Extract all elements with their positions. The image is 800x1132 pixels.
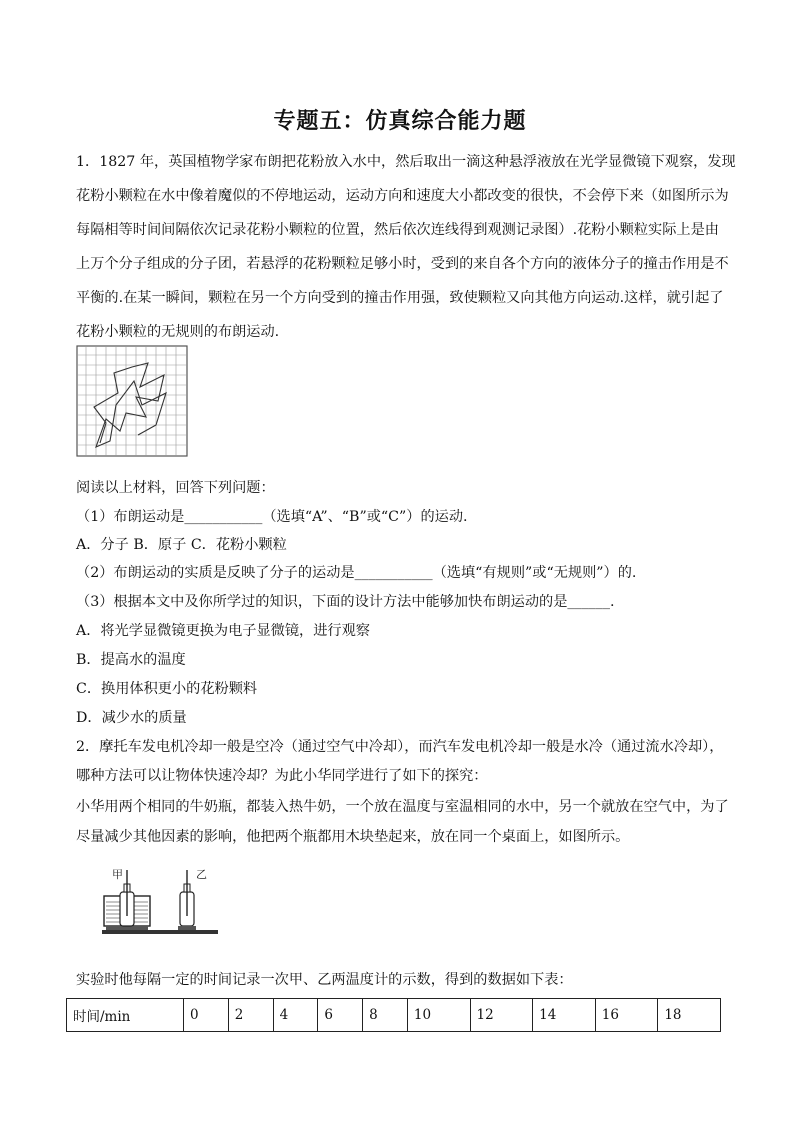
table-row — [67, 999, 721, 1032]
q1-sub3-option: A．将光学显微镜更换为电子显微镜，进行观察 — [76, 623, 370, 639]
milk-bottle-experiment-figure — [100, 866, 220, 938]
table-cell: 6 — [318, 999, 363, 1032]
table-cell: 10 — [407, 999, 470, 1032]
q1-sub3-option: B．提高水的温度 — [76, 652, 186, 668]
table-cell: 8 — [363, 999, 408, 1032]
q1-sub3-option: C．换用体积更小的花粉颗料 — [76, 681, 258, 697]
temperature-data-table — [66, 998, 721, 1032]
table-cell: 2 — [228, 999, 273, 1032]
q1-para-line: 平衡的.在某一瞬间，颗粒在另一个方向受到的撞击作用强，致使颗粒又向其他方向运动.这样，就引起了 — [76, 290, 724, 306]
q1-sub2: （2）布朗运动的实质是反映了分子的运动是___________（选填“有规则”或“无规则”）的. — [76, 565, 637, 581]
q2-table-intro: 实验时他每隔一定的时间记录一次甲、乙两温度计的示数，得到的数据如下表： — [76, 972, 573, 988]
brownian-motion-figure — [76, 345, 188, 457]
q1-sub3: （3）根据本文中及你所学过的知识，下面的设计方法中能够加快布朗运动的是______. — [76, 594, 615, 610]
table-cell: 18 — [658, 999, 721, 1032]
table-header-cell: 时间/min — [67, 999, 184, 1032]
page-title: 专题五：仿真综合能力题 — [273, 109, 527, 134]
table-cell: 4 — [273, 999, 318, 1032]
table-cell: 14 — [533, 999, 596, 1032]
q2-para-line: 尽量减少其他因素的影响，他把两个瓶都用木块垫起来，放在同一个桌面上，如图所示。 — [76, 829, 630, 845]
q1-para-line: 花粉小颗粒在水中像着魔似的不停地运动，运动方向和速度大小都改变的很快，不会停下来（如图所示为 — [76, 188, 729, 204]
q1-prompt: 阅读以上材料，回答下列问题： — [76, 480, 275, 496]
q1-para-line: 每隔相等时间间隔依次记录花粉小颗粒的位置，然后依次连线得到观测记录图）.花粉小颗粒实际上是由 — [76, 222, 719, 238]
table-cell: 0 — [184, 999, 229, 1032]
label-jia: 甲 — [112, 868, 123, 881]
label-yi: 乙 — [196, 868, 207, 881]
q1-para-line: 上万个分子组成的分子团，若悬浮的花粉颗粒足够小时，受到的来自各个方向的液体分子的撞击作用是不 — [76, 256, 729, 272]
q2-para-line: 2．摩托车发电机冷却一般是空冷（通过空气中冷却），而汽车发电机冷却一般是水冷（通过流水冷却）， — [76, 739, 724, 755]
q2-para-line: 哪种方法可以让物体快速冷却？为此小华同学进行了如下的探究： — [76, 768, 488, 784]
q1-para-line: 花粉小颗粒的无规则的布朗运动. — [76, 324, 280, 340]
q1-sub1-options: A．分子 B．原子 C．花粉小颗粒 — [76, 537, 287, 553]
q1-para-line: 1．1827 年，英国植物学家布朗把花粉放入水中，然后取出一滴这种悬浮液放在光学显微镜下观察，发现 — [76, 154, 736, 170]
table-cell: 12 — [470, 999, 533, 1032]
q2-para-line: 小华用两个相同的牛奶瓶，都装入热牛奶，一个放在温度与室温相同的水中，另一个就放在空气中，为了 — [76, 799, 729, 815]
table-cell: 16 — [595, 999, 658, 1032]
q1-sub1: （1）布朗运动是___________（选填“A”、“B”或“C”）的运动. — [76, 509, 468, 525]
q1-sub3-option: D．减少水的质量 — [76, 710, 187, 726]
